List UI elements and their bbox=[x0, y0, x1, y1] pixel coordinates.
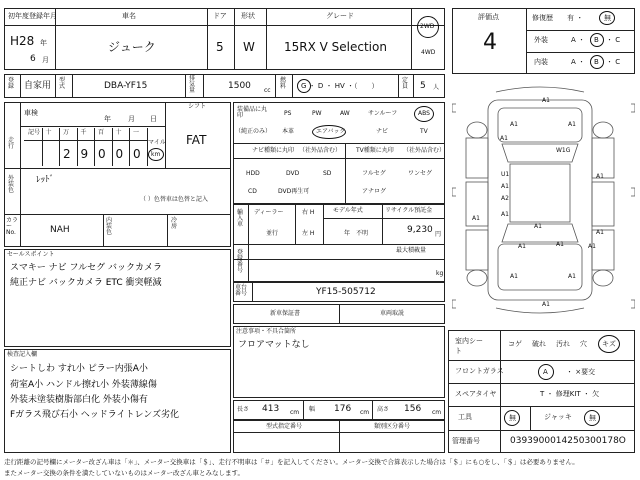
tv-item: ワンセグ bbox=[408, 170, 433, 177]
registration-row bbox=[4, 74, 445, 98]
equipment-abs: ABS bbox=[418, 110, 430, 117]
grade-label: グレード bbox=[326, 12, 354, 20]
mileage-col-divider bbox=[59, 128, 60, 166]
airbag-circle bbox=[312, 125, 346, 139]
tools-selected: 無 bbox=[509, 414, 516, 422]
diagram-mark-a1-trunk: A1 bbox=[556, 241, 564, 248]
mileage-col-header: 記号 bbox=[28, 129, 41, 136]
shape-label: 形状 bbox=[241, 12, 255, 20]
shift-value: FAT bbox=[186, 133, 207, 147]
mileage-col-divider bbox=[42, 128, 43, 166]
exterior-color-value: ﾚｯﾄﾞ bbox=[36, 175, 55, 185]
diagram-mark-a1-hood-right: A1 bbox=[568, 121, 576, 128]
color-no-label: カラーNo. bbox=[6, 217, 19, 236]
color-change-note: （ ）色替車は色替と記入 bbox=[140, 196, 208, 203]
inspector-line1: シートしわ すれ小 ピラー内張A小 bbox=[10, 364, 148, 374]
spare-options: T ・ 修理KIT ・ 欠 bbox=[540, 390, 600, 398]
sales-point-label: セールスポイント bbox=[7, 251, 55, 258]
footer-line1: 走行距離の記号欄にメーター改ざん車は「＊」、メーター交換車は「＄」、走行不明車は「＃」を記入してください。メーター交換で合算表示した場合は「＄」にも○をし、「＄」は必要ありません。 bbox=[4, 458, 579, 466]
exterior-grade-label: 外装 bbox=[534, 36, 548, 44]
grade-value: 15RX V Selection bbox=[284, 40, 387, 54]
reg-no-label: 登録番号 bbox=[237, 249, 244, 274]
month-unit: 月 bbox=[42, 56, 49, 64]
diagram-mark-a1-roof: A1 bbox=[534, 223, 542, 230]
mileage-digit: 9 bbox=[80, 147, 89, 161]
import-label: 輸入車 bbox=[237, 209, 244, 228]
fuel-options: G ・ D ・ HV ・（ ） bbox=[301, 82, 379, 90]
tv-item: アナログ bbox=[362, 188, 387, 195]
reg-label: 登録 bbox=[8, 77, 15, 90]
glass-selected: A bbox=[543, 368, 548, 376]
length-value: 413 bbox=[262, 404, 280, 414]
import-dealer: ディーラー bbox=[254, 209, 284, 216]
equipment-item: ナビ bbox=[376, 128, 389, 135]
exterior-color-label: 外装色 bbox=[8, 175, 15, 194]
equipment-item: AW bbox=[340, 110, 350, 117]
mileage-col-divider bbox=[147, 128, 148, 166]
import-left: 左 H bbox=[302, 230, 315, 237]
car-diagram bbox=[452, 78, 635, 322]
jack-selected: 無 bbox=[589, 414, 596, 422]
model-value: DBA-YF15 bbox=[104, 81, 148, 91]
diagram-mark-a1-tail-right: A1 bbox=[568, 273, 576, 280]
import-parallel: 並行 bbox=[266, 230, 279, 237]
recycle-value: 9,230 bbox=[407, 225, 433, 235]
diagram-mark-a2: A2 bbox=[501, 195, 509, 202]
score-value: 4 bbox=[483, 30, 497, 55]
equipment-item: サンルーフ bbox=[368, 110, 398, 117]
height-value: 156 bbox=[404, 404, 422, 414]
interior-color-label: 内装色 bbox=[106, 217, 113, 236]
equipment-item: PS bbox=[284, 110, 292, 117]
max-load-label: 最大積載量 bbox=[396, 247, 427, 254]
max-load-unit: kg bbox=[436, 270, 444, 277]
equipment-item: PW bbox=[312, 110, 322, 117]
first-reg-label: 初年度登録年月 bbox=[8, 12, 57, 20]
diagram-mark-a1-sill: A1 bbox=[501, 211, 509, 218]
exterior-grade-options: A ・ bbox=[571, 36, 586, 44]
interior-grade-rest: ・ C bbox=[606, 58, 621, 66]
displacement-unit: cc bbox=[264, 87, 271, 94]
diagram-mark-a1-rear-left: A1 bbox=[472, 215, 480, 222]
inspector-line2: 荷室A小 ハンドル擦れ小 外装薄線傷 bbox=[10, 380, 157, 390]
door-value: 5 bbox=[216, 40, 224, 54]
diagram-mark-a1-tail-left: A1 bbox=[510, 273, 518, 280]
seat-option: 汚れ bbox=[556, 340, 570, 348]
spare-label: スペアタイヤ bbox=[455, 390, 497, 398]
capacity-value: 5 bbox=[420, 81, 426, 91]
tools-label: 工具 bbox=[458, 413, 472, 421]
interior-grade-options: A ・ bbox=[571, 58, 586, 66]
diagram-mark-a1-fender: A1 bbox=[500, 135, 508, 142]
mileage-col-header: 一 bbox=[133, 129, 140, 136]
inspection-year: 年 bbox=[104, 115, 111, 123]
first-reg-month: 6 bbox=[30, 54, 36, 64]
diagram-mark-a1-rear-q: A1 bbox=[518, 243, 526, 250]
tv-note: （社外品含む） bbox=[403, 147, 446, 154]
displacement-value: 1500 bbox=[228, 81, 251, 91]
diagram-mark-a1-right-door: A1 bbox=[596, 173, 604, 180]
width-value: 176 bbox=[334, 404, 352, 414]
navi-item: CD bbox=[248, 188, 257, 195]
mileage-col-header: 十 bbox=[45, 129, 52, 136]
notes-label: 注意事項・不具合箇所 bbox=[236, 328, 297, 335]
seat-option: 穴 bbox=[580, 340, 587, 348]
year-unit: 年 bbox=[40, 39, 47, 47]
shape-value: W bbox=[243, 40, 255, 54]
diagram-mark-a1-rear-right: A1 bbox=[588, 243, 596, 250]
seat-option: 破れ bbox=[532, 340, 546, 348]
recycle-label: リサイクル預託金 bbox=[385, 207, 433, 214]
equipment-item: TV bbox=[420, 128, 428, 135]
equipment-label: 装備品に丸印 bbox=[237, 106, 268, 119]
drive-2wd: 2WD bbox=[420, 23, 435, 30]
type-no-label: 型式指定番号 bbox=[266, 423, 303, 430]
footer-line2: またメーター交換の条件を満たしていないものはメーター改ざん車とみなします。 bbox=[4, 469, 244, 477]
fuel-label: 燃料 bbox=[280, 77, 287, 90]
notes-line1: フロアマットなし bbox=[238, 340, 310, 350]
sales-point-line2: 純正ナビ バックカメラ ETC 衝突軽減 bbox=[10, 278, 162, 288]
navi-item: DVD bbox=[286, 170, 300, 177]
inspector-line3: 外装未塗装樹脂部白化 外装小傷有 bbox=[10, 395, 148, 405]
inspection-day: 日 bbox=[150, 115, 157, 123]
jack-label: ジャッキ bbox=[544, 413, 572, 421]
shift-label: シフト bbox=[188, 103, 207, 110]
mileage-col-divider bbox=[112, 128, 113, 166]
notes-box bbox=[233, 326, 445, 398]
mileage-col-divider bbox=[129, 128, 130, 166]
mileage-col-divider bbox=[77, 128, 78, 166]
inspection-month: 月 bbox=[128, 115, 135, 123]
capacity-unit: 人 bbox=[433, 84, 440, 91]
tv-label: TV種類に丸印 bbox=[356, 147, 394, 154]
model-label: 型式 bbox=[59, 77, 66, 90]
color-no-value: NAH bbox=[50, 225, 70, 235]
reg-no-box bbox=[233, 244, 445, 282]
equipment-item: エアバック bbox=[316, 128, 346, 135]
displacement-label: 排気量 bbox=[189, 75, 196, 94]
seat-label: 室内シート bbox=[455, 337, 483, 355]
length-label: 長さ bbox=[237, 406, 250, 413]
mileage-col-header: 十 bbox=[115, 129, 122, 136]
mileage-digit: 0 bbox=[98, 147, 106, 161]
inspection-label: 車検 bbox=[24, 109, 38, 117]
diagram-mark-a1-hood-left: A1 bbox=[510, 121, 518, 128]
seat-selected: キズ bbox=[602, 340, 616, 348]
recycle-unit: 円 bbox=[435, 231, 442, 238]
glass-rest: ・ ×要交 bbox=[566, 368, 596, 376]
mileage-header-divider bbox=[24, 140, 147, 141]
equipment-item: 本革 bbox=[282, 128, 295, 135]
interior-grade-label: 内装 bbox=[534, 58, 548, 66]
diagram-mark-a1-bumper: A1 bbox=[542, 301, 550, 308]
new-warranty: 新車保証書 bbox=[270, 310, 301, 317]
inspector-label: 検査記入欄 bbox=[7, 351, 38, 358]
reg-value: 自家用 bbox=[24, 81, 52, 91]
navi-item: HDD bbox=[246, 170, 260, 177]
mgmt-label: 管理番号 bbox=[452, 437, 480, 445]
model-year-label: モデル年式 bbox=[333, 207, 363, 214]
exterior-grade-selected: B bbox=[594, 36, 599, 44]
navi-item: SD bbox=[323, 170, 332, 177]
door-label: ドア bbox=[213, 12, 227, 20]
interior-grade-selected: B bbox=[594, 58, 599, 66]
repair-options: 有 ・ bbox=[567, 14, 584, 22]
tv-item: フルセグ bbox=[362, 170, 386, 177]
mileage-col-header: 千 bbox=[80, 129, 87, 136]
diagram-mark-a1-right-rear: A1 bbox=[596, 229, 604, 236]
sales-point-line1: スマキー ナビ フルセグ バックカメラ bbox=[10, 263, 163, 273]
mileage-col-header: 万 bbox=[63, 129, 70, 136]
mileage-digit: 2 bbox=[63, 147, 71, 161]
mileage-col-header: 百 bbox=[98, 129, 105, 136]
exterior-grade-rest: ・ C bbox=[606, 36, 621, 44]
diagram-mark-w1g: W1G bbox=[556, 147, 571, 154]
repair-label: 修復歴 bbox=[532, 14, 553, 22]
class-no-label: 類別区分番号 bbox=[374, 423, 411, 430]
mileage-col-divider bbox=[94, 128, 95, 166]
width-unit: cm bbox=[360, 409, 370, 416]
diagram-mark-a1-door-left: A1 bbox=[501, 183, 509, 190]
glass-label: フロントガラス bbox=[455, 367, 504, 375]
seat-option: コゲ bbox=[508, 340, 522, 348]
inspector-line4: Fガラス飛び石小 ヘッドライトレンズ劣化 bbox=[10, 410, 180, 420]
navi-note: （社外品含む） bbox=[299, 147, 342, 154]
manual: 車両取説 bbox=[380, 310, 405, 317]
mgmt-value: 0393900014250300178O bbox=[510, 436, 626, 446]
navi-label: ナビ種類に丸印 bbox=[252, 147, 295, 154]
drive-4wd: 4WD bbox=[421, 49, 436, 56]
length-unit: cm bbox=[290, 409, 300, 416]
diagram-mark-a1-front: A1 bbox=[542, 97, 550, 104]
car-name-label: 車名 bbox=[122, 12, 136, 20]
capacity-label: 定員 bbox=[402, 77, 409, 90]
chassis-label: 車台番号 bbox=[235, 284, 248, 297]
equipment-note: （純正のみ） bbox=[235, 128, 272, 135]
first-reg-value: H28 bbox=[10, 34, 35, 48]
height-unit: cm bbox=[432, 409, 442, 416]
repair-selected: 無 bbox=[604, 14, 611, 22]
km-label: km bbox=[151, 151, 161, 158]
mileage-digit: 0 bbox=[133, 147, 141, 161]
mileage-digit: 0 bbox=[115, 147, 124, 161]
model-year-value: 年 不明 bbox=[344, 230, 369, 237]
mile-label: マイル bbox=[148, 139, 166, 146]
mileage-label: 走行 bbox=[8, 137, 15, 150]
navi-item: DVD再生可 bbox=[278, 188, 310, 195]
chassis-value: YF15-505712 bbox=[316, 287, 376, 297]
cooler-label: 冷房 bbox=[171, 217, 178, 230]
score-label: 評価点 bbox=[478, 13, 499, 21]
width-label: 幅 bbox=[309, 406, 316, 413]
car-name-value: ジューク bbox=[108, 40, 156, 54]
height-label: 高さ bbox=[377, 406, 390, 413]
import-right: 右 H bbox=[302, 209, 315, 216]
diagram-mark-u1: U1 bbox=[501, 171, 510, 178]
